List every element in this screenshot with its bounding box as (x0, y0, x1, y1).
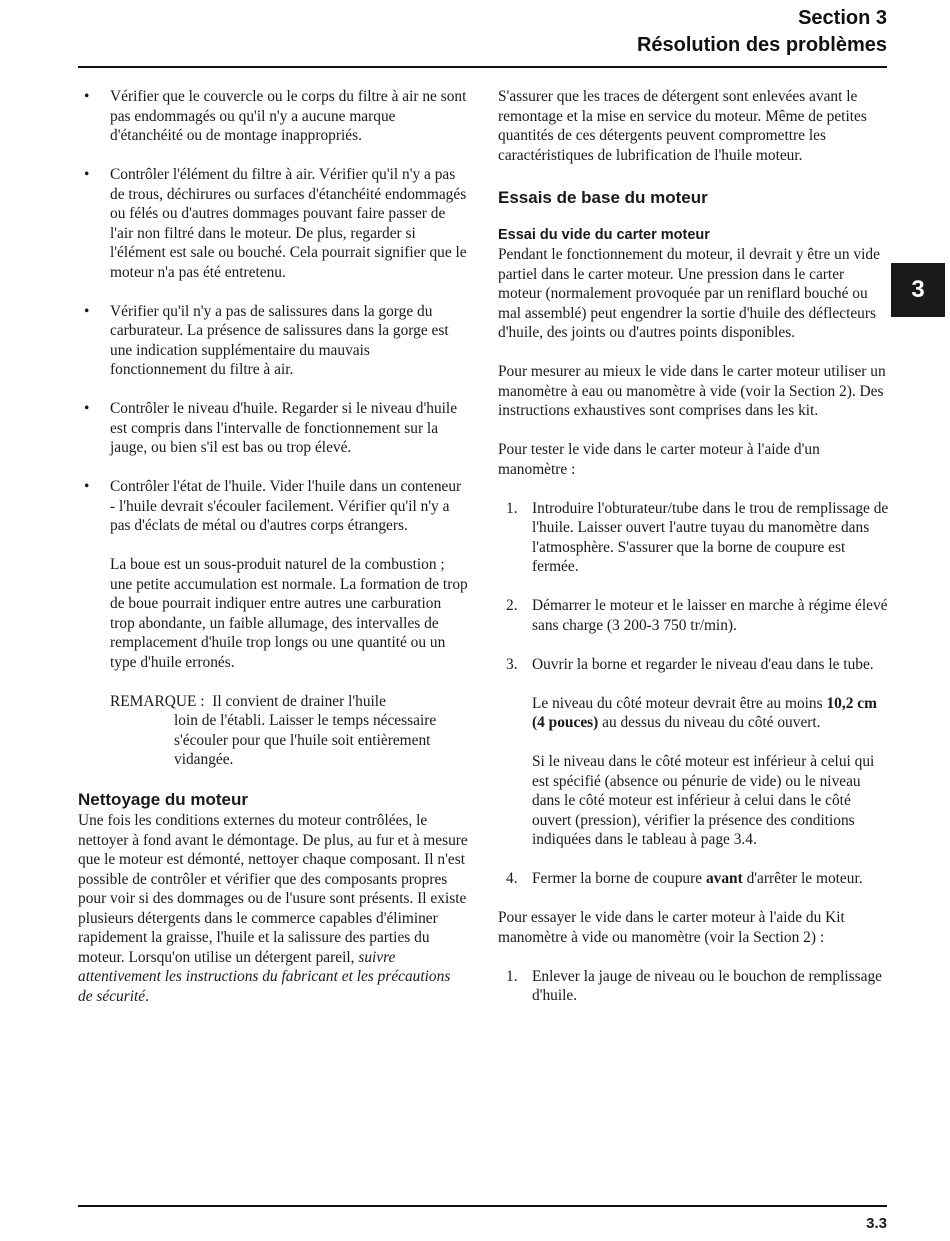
cleaning-text: Une fois les conditions externes du moteur contrôlées, le nettoyer à fond avant le démontage. De plus, au fur et à mesure que le moteur est démonté, nettoyer chaque composant. Il n'est possible de contrôler et vérifier que des composants propres pour voir si des dommages ou de l'usure sont présents. Il existe plusieurs détergents dans le commerce capables d'éliminer rapidement la graisse, l'huile et la salissure des parties du moteur. Lorsqu'on utilise un détergent pareil, (78, 812, 468, 966)
bullet-dot: • (84, 478, 90, 495)
bullet-dot: • (84, 400, 90, 417)
right-column (498, 87, 890, 1025)
section-title: Résolution des problèmes (636, 34, 887, 56)
remark-note (78, 692, 468, 770)
step-text: Ouvrir la borne et regarder le niveau d'eau dans le tube. (532, 655, 874, 673)
step4-bold: avant (705, 870, 743, 887)
numbered-step (498, 655, 890, 850)
step3-level-post: au dessus du niveau du côté ouvert. (598, 714, 821, 731)
bullet-text: Vérifier que le couvercle ou le corps du filtre à air ne sont pas endommagés ou qu'il n'y a aucune marque d'étanchéité ou de montage inappropriés. (110, 88, 467, 144)
bullet-dot: • (84, 166, 90, 183)
page-number: 3.3 (866, 1215, 887, 1232)
bullet-item (78, 165, 468, 282)
bullet-text: Contrôler l'élément du filtre à air. Vérifier qu'il n'y a pas de trous, déchirures ou surfaces d'étanchéité endommagés ou félés ou d'autres dommages pouvant faire passer de l'air non filtré dans le moteur. De plus, regarder si l'élément est sale ou bouché. Cela pourrait signifier que le moteur n'a pas été entretenu. (110, 166, 467, 281)
step-number: 2. (506, 597, 518, 614)
numbered-step (498, 869, 890, 889)
header-rule (78, 66, 887, 68)
intro-paragraph: S'assurer que les traces de détergent sont enlevées avant le remontage et la mise en service du moteur. Même de petites quantités de ces détergents peuvent compromettre les caractéristiques de lubrification de l'huile moteur. (498, 88, 867, 164)
step4-post: d'arrêter le moteur. (742, 870, 863, 887)
cleaning-end: . (145, 987, 149, 1005)
step3-level-pre: Le niveau du côté moteur devrait être au moins (532, 694, 827, 712)
bullet-item (78, 302, 468, 380)
step3-level-bold: 10,2 cm (4 pouces) (532, 694, 877, 731)
remark-continuation: loin de l'établi. Laisser le temps nécessaire s'écouler pour que l'huile soit entièrement vidangée. (174, 712, 437, 768)
bullet-text: Vérifier qu'il n'y a pas de salissures dans la gorge du carburateur. La présence de salissures dans la gorge est une indication supplémentaire du mauvais fonctionnement du filtre à air. (110, 302, 449, 378)
basic-tests-heading: Essais de base du moteur (498, 188, 708, 207)
footer-rule (78, 1205, 887, 1207)
vacuum-para-3: Pour tester le vide dans le carter moteur à l'aide d'un manomètre : (498, 441, 820, 478)
bullet-text: Contrôler l'état de l'huile. Vider l'huile dans un conteneur - l'huile devrait s'écouler facilement. Vérifier qu'il n'y a pas d'éclats de métal ou d'autres corps étrangers. (110, 478, 462, 534)
section-label: Section 3 (798, 7, 887, 29)
step-number: 4. (506, 870, 518, 887)
step-text: Démarrer le moteur et le laisser en marche à régime élevé sans charge (3 200-3 750 tr/min). (532, 597, 888, 634)
sludge-paragraph: La boue est un sous-produit naturel de la combustion ; une petite accumulation est normale. La formation de trop de boue pourrait indiquer entre autres une carburation trop abondante, un faible allumage, des intervalles de remplacement d'huile trop longs ou une quantité ou un type d'huile erronés. (110, 556, 468, 671)
bullet-dot: • (84, 302, 90, 320)
bullet-dot: • (84, 88, 90, 105)
step-number: 1. (506, 967, 518, 985)
left-column (78, 87, 468, 1006)
step3-if-text: Si le niveau dans le côté moteur est inférieur à celui qui est spécifié (absence ou pénurie de vide) ou le niveau dans le côté moteur est inférieur à celui dans le côté ouvert (pression), vérifier la présence des conditions indiquées dans le tableau à page 3.4. (532, 753, 875, 848)
vacuum-para-1: Pendant le fonctionnement du moteur, il devrait y être un vide partiel dans le carter moteur. Une pression dans le carter moteur (normalement provoquée par un reniflard bouché ou mal assemblé) peut engendrer la sortie d'huile des déflecteurs d'huile, des joints ou d'autres points disponibles. (498, 246, 880, 341)
vacuum-para-4: Pour essayer le vide dans le carter moteur à l'aide du Kit manomètre à vide ou manomètre (voir la Section 2) : (498, 909, 845, 946)
vacuum-test-subheading: Essai du vide du carter moteur (498, 227, 710, 243)
step-text (532, 869, 890, 889)
numbered-step (498, 596, 890, 635)
step4-pre: Fermer la borne de coupure (532, 870, 706, 887)
cleaning-heading: Nettoyage du moteur (78, 790, 249, 809)
step-number: 3. (506, 655, 518, 673)
remark-label: REMARQUE : (110, 692, 205, 710)
bullet-text: Contrôler le niveau d'huile. Regarder si le niveau d'huile est compris dans l'intervalle de fonctionnement sur la jauge, ou bien s'il est bas ou trop élevé. (110, 400, 458, 456)
numbered-step (498, 499, 890, 577)
step-text: Enlever la jauge de niveau ou le bouchon de remplissage d'huile. (532, 967, 883, 1004)
bullet-item (78, 87, 468, 146)
step3-level-text (532, 694, 890, 733)
bullet-item (78, 399, 468, 458)
remark-text: Il convient de drainer l'huile (212, 692, 386, 710)
numbered-step (498, 967, 890, 1006)
bullet-item (78, 477, 468, 536)
step-number: 1. (506, 499, 518, 517)
cleaning-italic: suivre attentivement les instructions du fabricant et les précautions de sécurité (78, 948, 451, 1005)
cleaning-paragraph (78, 811, 468, 1006)
section-tab: 3 (891, 263, 945, 317)
page-header (637, 5, 887, 59)
step-text: Introduire l'obturateur/tube dans le trou de remplissage de l'huile. Laisser ouvert l'autre tuyau du manomètre dans l'atmosphère. S'assurer que la borne de coupure est fermée. (532, 499, 889, 575)
vacuum-para-2: Pour mesurer au mieux le vide dans le carter moteur utiliser un manomètre à eau ou manomètre à vide (voir la Section 2). Des instructions exhaustives sont comprises dans les kit. (498, 363, 886, 419)
